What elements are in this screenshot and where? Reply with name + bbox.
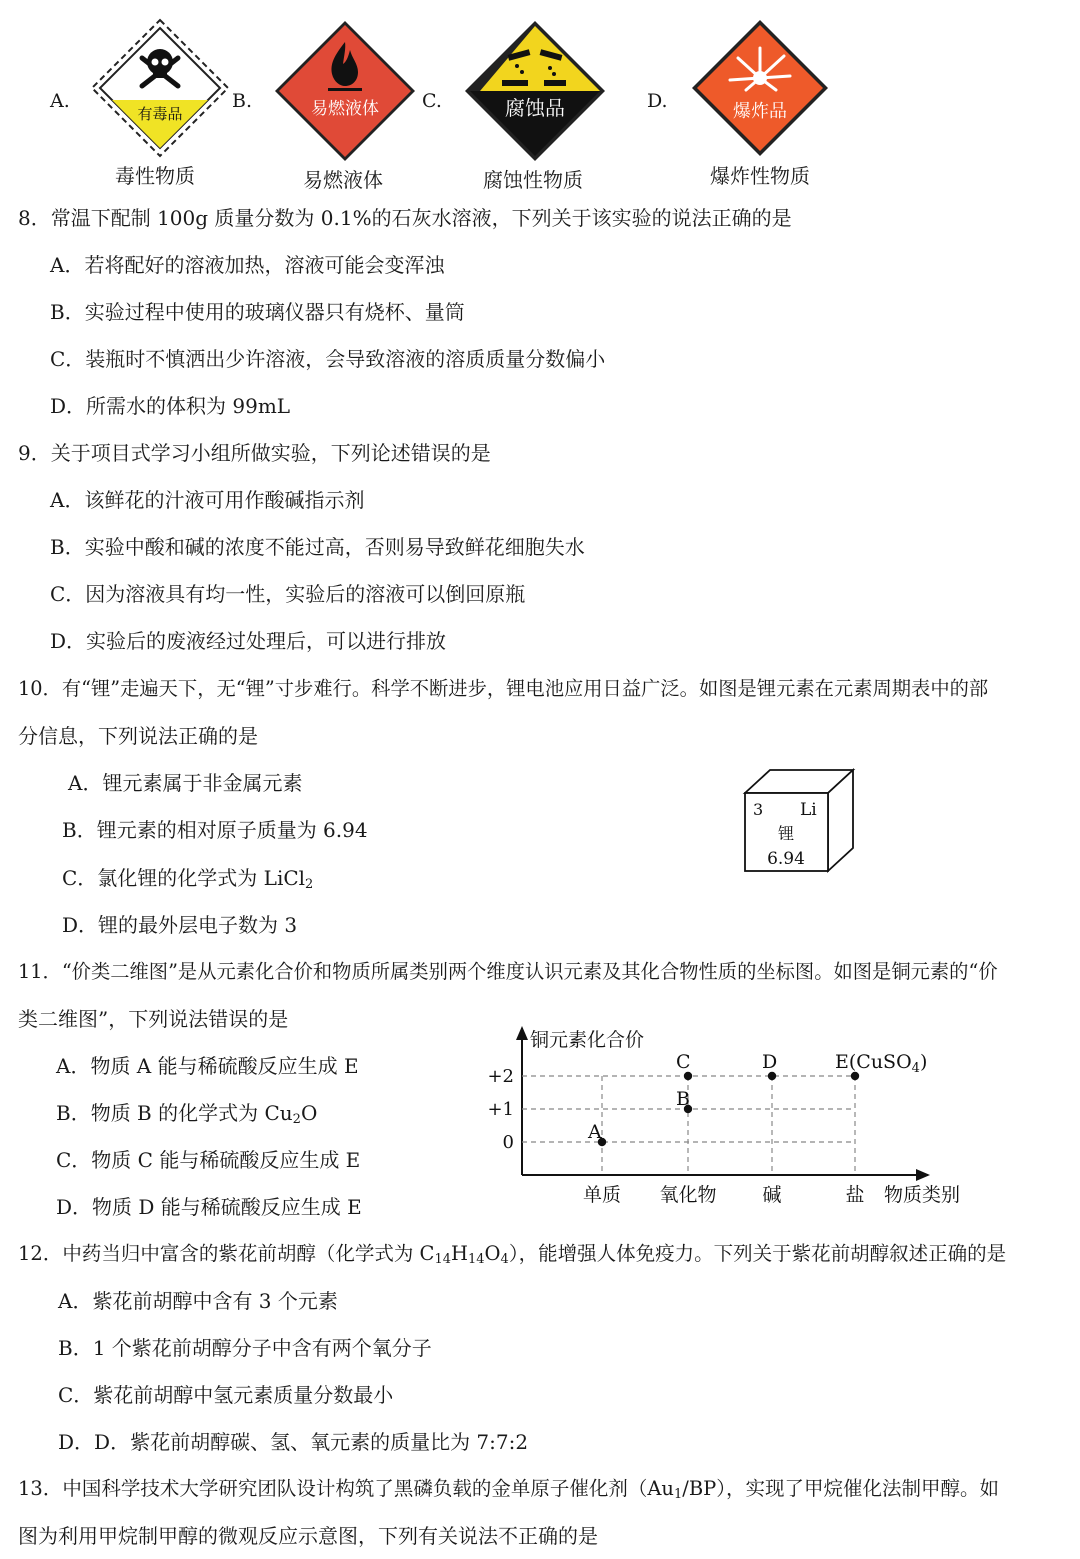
option-letter-c: C. [422, 90, 442, 112]
q9-option-b: B．实验中酸和碱的浓度不能过高，否则易导致鲜花细胞失水 [50, 535, 585, 559]
sign-a-label: 有毒品 [137, 105, 183, 123]
q11-option-c: C．物质 C 能与稀硫酸反应生成 E [56, 1148, 361, 1172]
x-tick-label: 单质 [582, 1184, 622, 1206]
q8-stem: 8．常温下配制 100g 质量分数为 0.1%的石灰水溶液，下列关于该实验的说法正确的是 [18, 206, 792, 230]
y-tick-label: +1 [487, 1099, 514, 1120]
q13-stem-line1: 13．中国科学技术大学研究团队设计构筑了黑磷负载的金单原子催化剂$(Au_1/BP)$，实现了甲烷催化法制甲醇。如 [18, 1477, 1000, 1502]
q12-option-b: B．1 个紫花前胡醇分子中含有两个氧分子 [58, 1336, 432, 1360]
option-letter-d: D. [647, 90, 668, 112]
option-letter-a: A. [50, 90, 70, 112]
x-tick-label: 盐 [845, 1184, 865, 1206]
q10-option-d: D．锂的最外层电子数为 3 [62, 913, 298, 937]
explosive-sign [690, 18, 830, 158]
q11-stem-line1: 11．“价类二维图”是从元素化合价和物质所属类别两个维度认识元素及其化合物性质的坐标图。如图是铜元素的“价 [18, 960, 998, 983]
element-name: 锂 [777, 824, 795, 843]
flammable-sign [272, 18, 418, 164]
data-point-label: B [676, 1088, 690, 1110]
lithium-element-cube [740, 765, 860, 875]
y-axis-label: 铜元素化合价 [530, 1029, 645, 1051]
q11-option-a: A．物质 A 能与稀硫酸反应生成 E [56, 1054, 359, 1078]
q9-option-c: C．因为溶液具有均一性，实验后的溶液可以倒回原瓶 [50, 582, 526, 606]
data-point-label: D [762, 1051, 778, 1073]
corrosive-sign [462, 18, 608, 164]
q13-stem-line2: 图为利用甲烷制甲醇的微观反应示意图，下列有关说法不正确的是 [18, 1524, 598, 1548]
atomic-mass: 6.94 [767, 849, 805, 869]
toxic-sign [90, 18, 230, 158]
q10-option-b: B．锂元素的相对原子质量为 6.94 [62, 818, 368, 842]
data-point-label: C [676, 1051, 691, 1073]
sign-d-label: 爆炸品 [733, 101, 787, 122]
atomic-number: 3 [753, 800, 764, 819]
data-point-e [851, 1072, 859, 1080]
q11-option-b: B．物质 B 的化学式为 $Cu_2O$ [56, 1101, 318, 1127]
q8-option-d: D．所需水的体积为 99mL [50, 394, 291, 418]
element-symbol: Li [800, 800, 817, 820]
explosive-sign-fill [697, 25, 823, 151]
data-point-d [768, 1072, 776, 1080]
option-letter-b: B. [232, 90, 253, 112]
q9-option-d: D．实验后的废液经过处理后，可以进行排放 [50, 629, 447, 653]
sign-c-caption: 腐蚀性物质 [483, 168, 583, 192]
q10-stem-line2: 分信息，下列说法正确的是 [18, 724, 258, 748]
sign-b-label: 易燃液体 [311, 99, 379, 119]
y-tick-label: 0 [502, 1132, 514, 1153]
x-axis-label: 物质类别 [883, 1184, 960, 1206]
q11-option-d: D．物质 D 能与稀硫酸反应生成 E [56, 1195, 362, 1219]
data-point-label: E(CuSO$_4$) [835, 1051, 928, 1076]
sign-c-label: 腐蚀品 [505, 96, 565, 120]
x-tick-label: 碱 [762, 1184, 782, 1206]
q10-stem-line1: 10．有“锂”走遍天下，无“锂”寸步难行。科学不断进步，锂电池应用日益广泛。如图是锂元素在元素周期表中的部 [18, 677, 989, 700]
q8-option-b: B．实验过程中使用的玻璃仪器只有烧杯、量筒 [50, 300, 465, 324]
q10-option-c: C．氯化锂的化学式为 LiCl$_2$ [62, 866, 314, 892]
valence-category-chart [480, 1020, 970, 1220]
q8-option-c: C．装瓶时不慎洒出少许溶液，会导致溶液的溶质质量分数偏小 [50, 347, 606, 371]
data-point-c [684, 1072, 692, 1080]
sign-d-caption: 爆炸性物质 [710, 164, 810, 188]
q10-option-a: A．锂元素属于非金属元素 [68, 771, 303, 795]
q12-option-a: A．紫花前胡醇中含有 3 个元素 [58, 1289, 338, 1313]
y-tick-label: +2 [487, 1066, 514, 1087]
q11-stem-line2: 类二维图”，下列说法错误的是 [18, 1007, 289, 1031]
q9-option-a: A．该鲜花的汁液可用作酸碱指示剂 [50, 488, 365, 512]
q8-option-a: A．若将配好的溶液加热，溶液可能会变浑浊 [50, 253, 445, 277]
sign-b-caption: 易燃液体 [303, 168, 383, 192]
q9-stem: 9．关于项目式学习小组所做实验，下列论述错误的是 [18, 441, 491, 465]
q12-option-c: C．紫花前胡醇中氢元素质量分数最小 [58, 1383, 394, 1407]
sign-a-caption: 毒性物质 [115, 164, 195, 188]
q12-option-d: D．D．紫花前胡醇碳、氢、氧元素的质量比为 7:7:2 [58, 1430, 529, 1454]
data-point-label: A [588, 1121, 602, 1143]
x-tick-label: 氧化物 [659, 1184, 717, 1206]
q12-stem: 12．中药当归中富含的紫花前胡醇（化学式为 $C_{14}H_{14}O_4$），能增强人体免疫力。下列关于紫花前胡醇叙述正确的是 [18, 1242, 1007, 1267]
